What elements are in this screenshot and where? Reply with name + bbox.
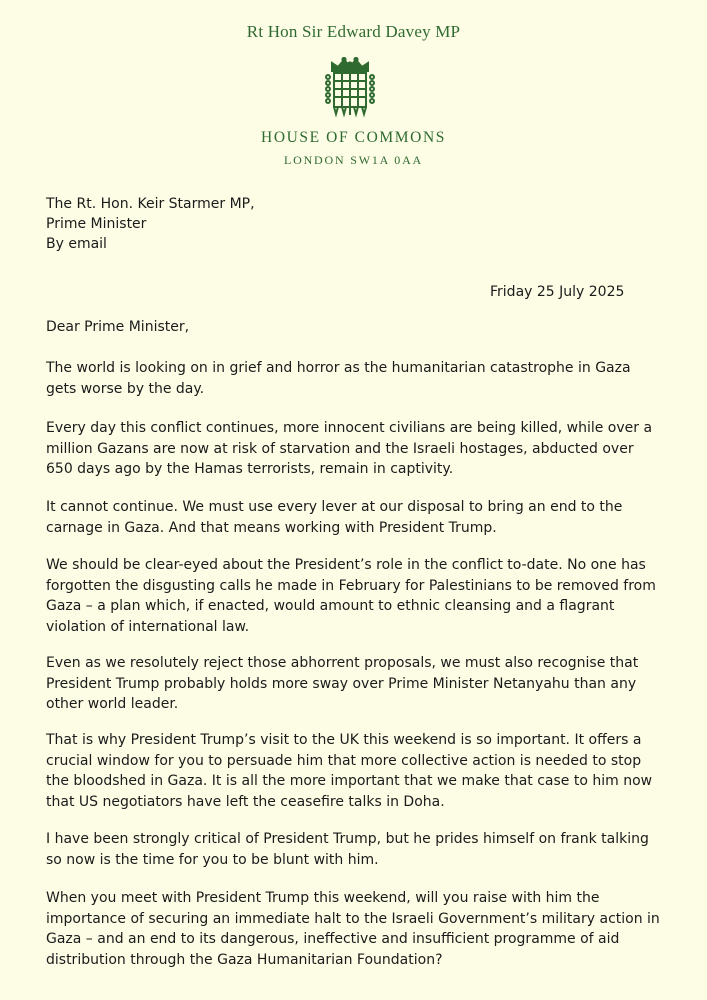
paragraph: Even as we resolutely reject those abhorrent proposals, we must also recognise that President Trump probably holds more sway over Prime Minister Netanyahu than any other world leader.	[46, 655, 639, 712]
paragraph: We should be clear-eyed about the President’s role in the conflict to-date. No one has forgotten the disgusting calls he made in February for Palestinians to be removed from Gaza – a plan which, if enacted, would amount to ethnic cleansing and a flagrant violation of international law.	[46, 557, 656, 635]
paragraph: It cannot continue. We must use every lever at our disposal to bring an end to the carnage in Gaza. And that means working with President Trump.	[46, 499, 623, 536]
letterhead-address: LONDON SW1A 0AA	[284, 153, 423, 167]
paragraph: Every day this conflict continues, more innocent civilians are being killed, while over a million Gazans are now at risk of starvation and the Israeli hostages, abducted over 650 days ago by the Hamas terrorists, remain in captivity.	[46, 420, 653, 477]
portcullis-icon	[323, 57, 377, 119]
delivery-method: By email	[46, 236, 107, 252]
house-of-commons: HOUSE OF COMMONS	[261, 129, 446, 146]
paragraph: That is why President Trump’s visit to the UK this weekend is so important. It offers a crucial window for you to persuade him that more collective action is needed to stop the bloodshed in Gaza. It is all the more important that we make that case to him now that US negotiators have left the ceasefire talks in Doha.	[46, 732, 653, 810]
recipient-title: Prime Minister	[46, 216, 147, 232]
paragraph: I have been strongly critical of President Trump, but he prides himself on frank talking so now is the time for you to be blunt with him.	[46, 831, 649, 868]
recipient-block	[46, 194, 255, 254]
paragraph: The world is looking on in grief and horror as the humanitarian catastrophe in Gaza gets worse by the day.	[46, 360, 631, 397]
recipient-name: The Rt. Hon. Keir Starmer MP,	[46, 196, 255, 212]
salutation: Dear Prime Minister,	[46, 319, 190, 335]
paragraph: When you meet with President Trump this weekend, will you raise with him the importance of securing an immediate halt to the Israeli Government’s military action in Gaza – and an end to its dangerous, ineffective and insufficient programme of aid distribution through the Gaza Humanitarian Foundation?	[46, 890, 660, 968]
mp-name: Rt Hon Sir Edward Davey MP	[246, 22, 461, 41]
letter-date: Friday 25 July 2025	[490, 284, 625, 300]
